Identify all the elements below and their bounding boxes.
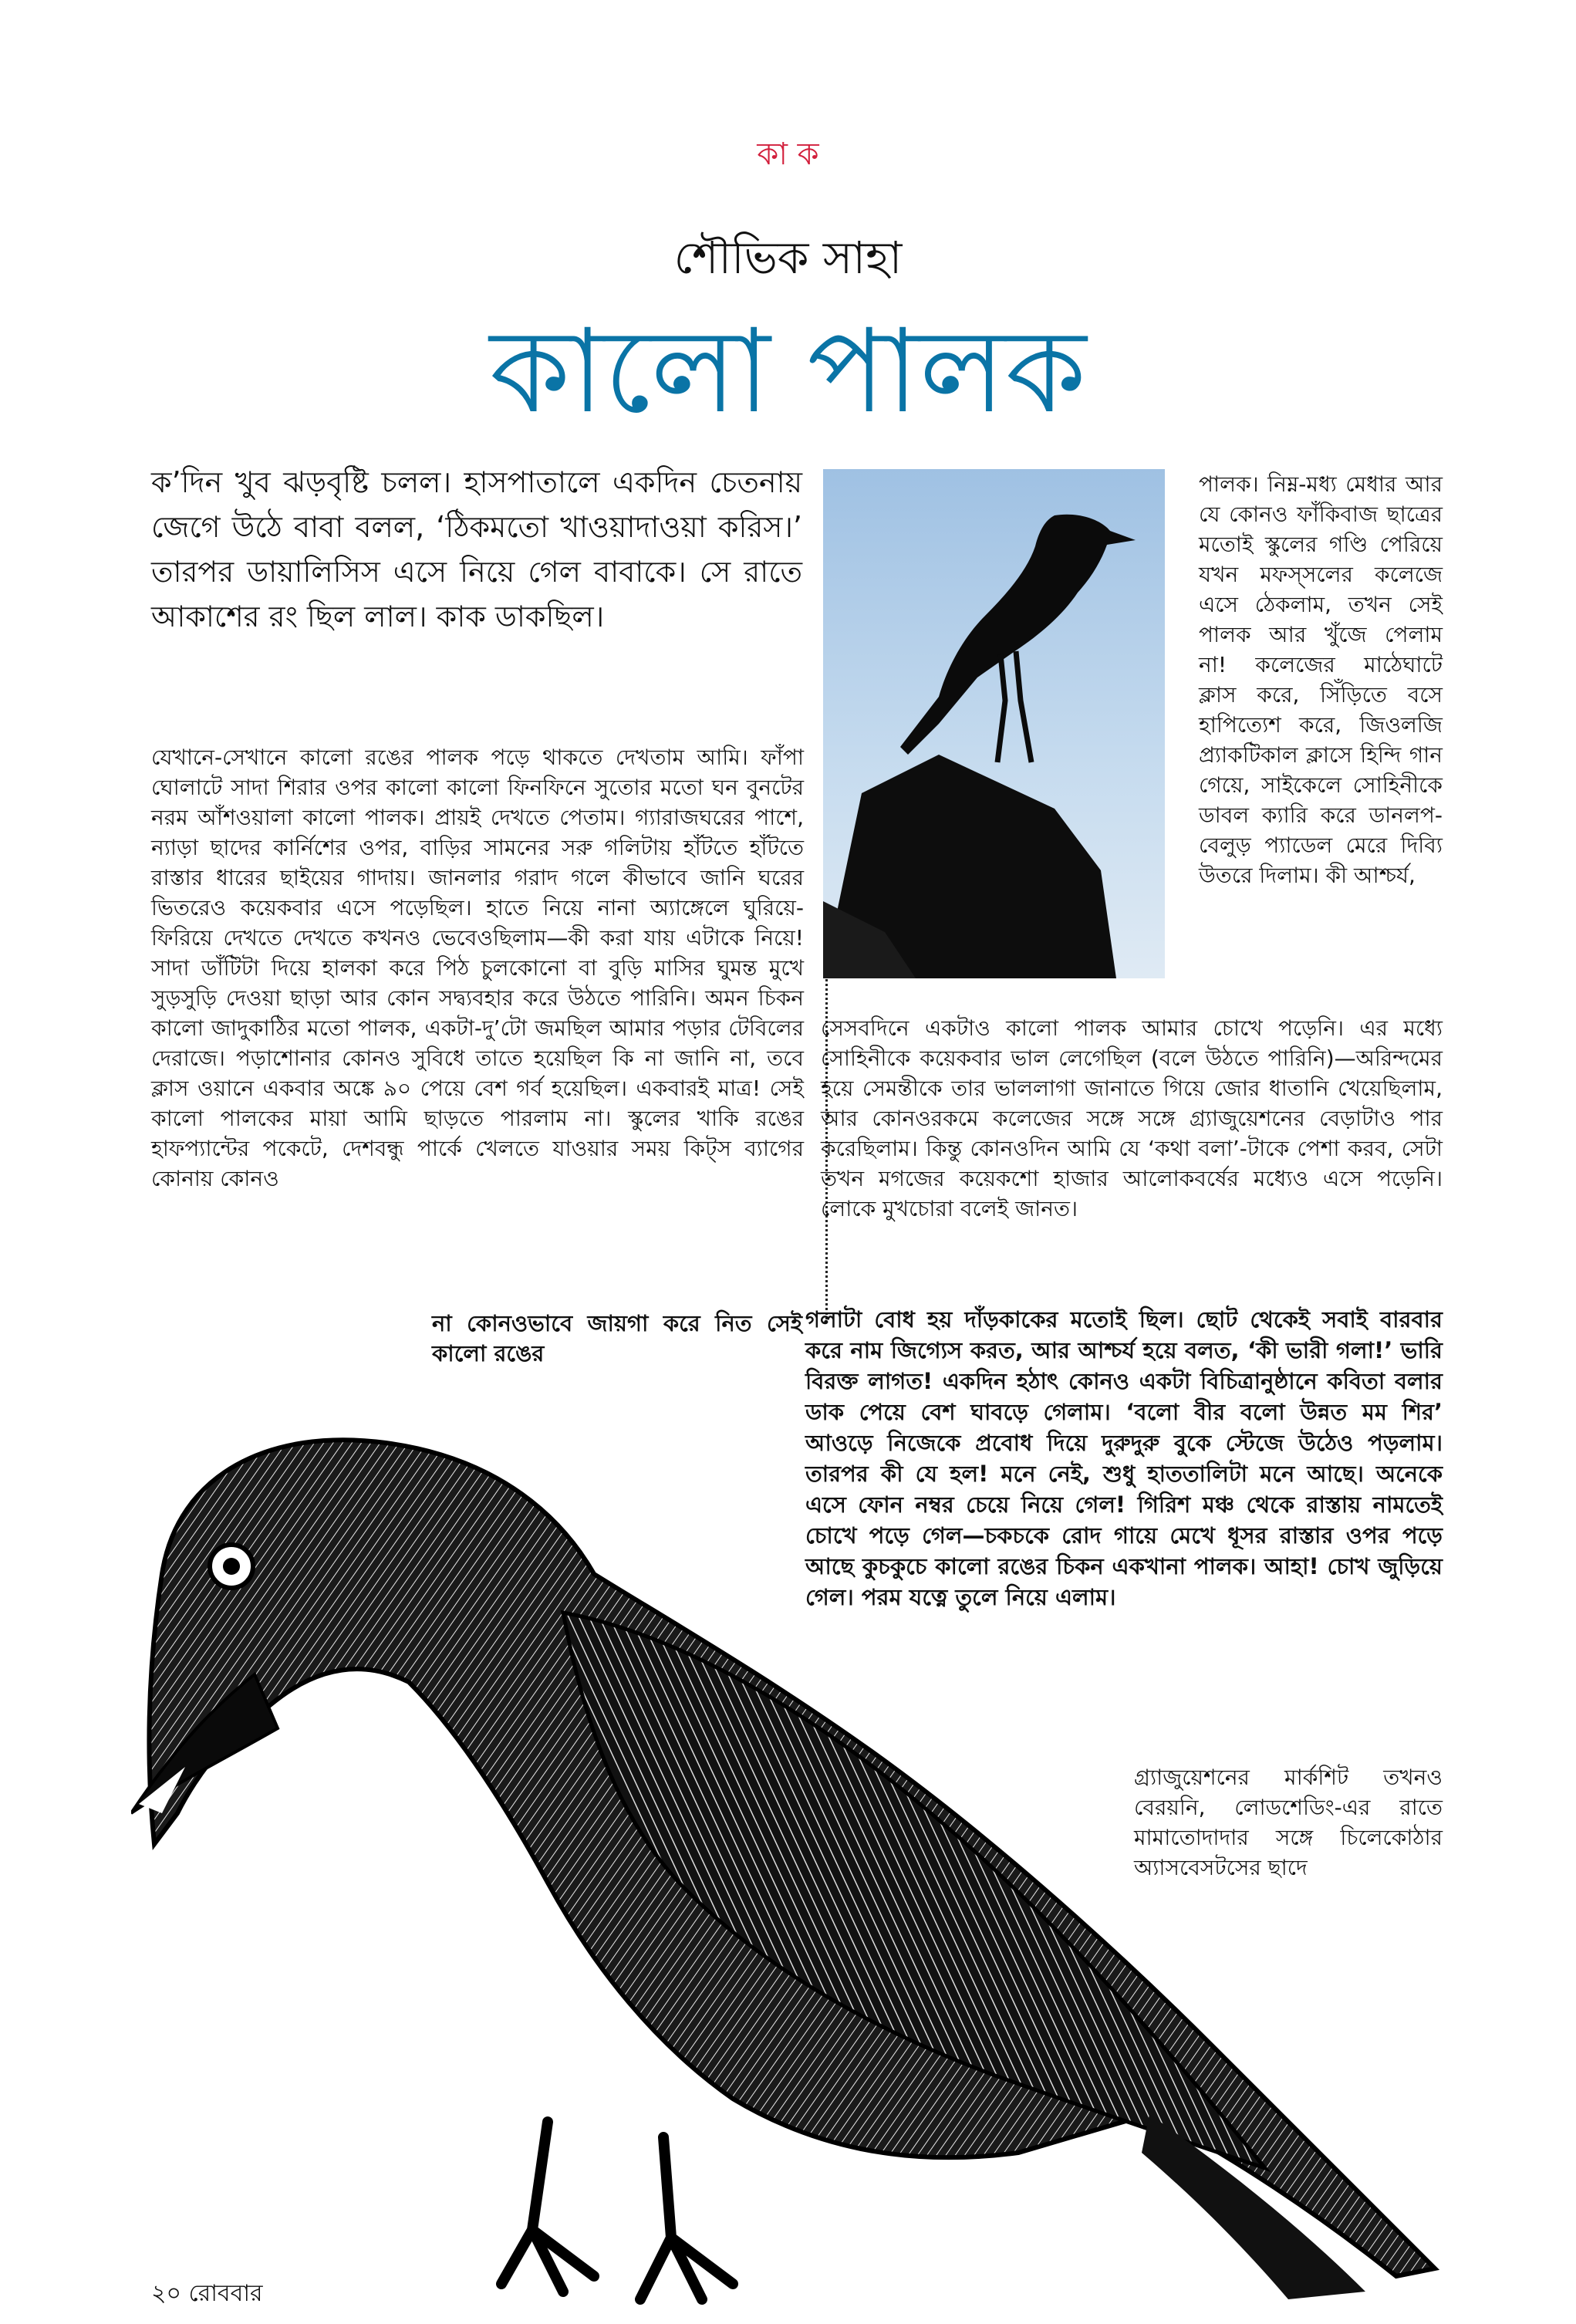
section-tag: কা ক [757, 137, 819, 172]
body-column-right-bold: গলাটা বোধ হয় দাঁড়কাকের মতোই ছিল। ছোট থেকেই সবাই বারবার করে নাম জিগ্যেস করত, আর আশ্চর্য হয়ে বলত, ‘কী ভারী গলা!’ ভারি বিরক্ত লাগত! একদিন হঠাৎ কোনও একটা বিচিত্রানুষ্ঠানে কবিতা বলার ডাক পেয়ে বেশ ঘাবড়ে গেলাম। ‘বলো বীর বলো উন্নত মম শির’ আওড়ে নিজেকে প্রবোধ দিয়ে দুরুদুরু বুকে স্টেজে উঠেও পড়লাম। তারপর কী যে হল! মনে নেই, শুধু হাততালিটা মনে আছে। অনেকে এসে ফোন নম্বর চেয়ে নিয়ে গেল! গিরিশ মঞ্চ থেকে রাস্তায় নামতেই চোখে পড়ে গেল—চকচকে রোদ গায়ে মেখে ধূসর রাস্তার ওপর পড়ে আছে কুচকুচে কালো রঙের চিকন একখানা পালক। আহা! চোখ জুড়িয়ে গেল। পরম যত্নে তুলে নিয়ে এলাম। [805, 1306, 1443, 1610]
body-column-right-mid: সেসবদিনে একটাও কালো পালক আমার চোখে পড়েনি। এর মধ্যে সোহিনীকে কয়েকবার ভাল লেগেছিল (বলে উঠতে পারিনি)—অরিন্দমের হয়ে সেমন্তীকে তার ভাললাগা জানাতে গিয়ে জোর ধাতানি খেয়েছিলাম, আর কোনওরকমে কলেজের সঙ্গে সঙ্গে গ্র্যাজুয়েশনের বেড়াটাও পার করেছিলাম। কিন্তু কোনওদিন আমি যে ‘কথা বলা’-টাকে পেশা করব, সেটা তখন মগজের কয়েকশো হাজার আলোকবর্ষের মধ্যেও এসে পড়েনি। লোকে মুখচোরা বলেই জানত। [821, 1015, 1443, 1221]
author-name: শৌভিক সাহা [673, 231, 903, 284]
crow-photo [823, 469, 1165, 978]
article-title: কালো পালক [489, 305, 1087, 439]
lede-paragraph: ক’দিন খুব ঝড়বৃষ্টি চলল। হাসপাতালে একদিন চেতনায় জেগে উঠে বাবা বলল, ‘ঠিকমতো খাওয়াদাওয়া করিস।’ তারপর ডায়ালিসিস এসে নিয়ে গেল বাবাকে। সে রাতে আকাশের রং ছিল লাল। কাক ডাকছিল। [151, 465, 802, 633]
body-column-left-tail: না কোনওভাবে জায়গা করে নিত সেই কালো রঙের [432, 1310, 802, 1366]
body-column-right-end: গ্র্যাজুয়েশনের মার্কশিট তখনও বেরয়নি, লোডশেডিং-এর রাতে মামাতোদাদার সঙ্গে চিলেকোঠার অ্যাসবেসটসের ছাদে [1134, 1765, 1443, 1880]
page-folio: ২০ রোববার [151, 2280, 263, 2307]
body-column-left: যেখানে-সেখানে কালো রঙের পালক পড়ে থাকতে দেখতাম আমি। ফাঁপা ঘোলাটে সাদা শিরার ওপর কালো কালো ফিনফিনে সুতোর মতো ঘন বুনটের নরম আঁশওয়ালা কালো পালক। প্রায়ই দেখতে পেতাম। গ্যারাজঘরের পাশে, ন্যাড়া ছাদের কার্নিশের ওপর, বাড়ির সামনের সরু গলিটায় হাঁটতে হাঁটতে রাস্তার ধারের ছাইয়ের গাদায়। জানলার গরাদ গলে কীভাবে জানি ঘরের ভিতরেও কয়েকবার এসে পড়েছিল। হাতে নিয়ে নানা অ্যাঙ্গেলে ঘুরিয়ে-ফিরিয়ে দেখতে দেখতে কখনও ভেবেওছিলাম—কী করা যায় এটাকে নিয়ে! সাদা ডাঁটিটা দিয়ে হালকা করে পিঠ চুলকোনো বা বুড়ি মাসির ঘুমন্ত মুখে সুড়সুড়ি দেওয়া ছাড়া আর কোন সদ্ব্যবহার করে উঠতে পারিনি। অমন চিকন কালো জাদুকাঠির মতো পালক, একটা-দু’টো জমছিল আমার পড়ার টেবিলের দেরাজে। পড়াশোনার কোনও সুবিধে তাতে হয়েছিল কি না জানি না, তবে ক্লাস ওয়ানে একবার অঙ্কে ৯০ পেয়ে বেশ গর্ব হয়েছিল। একবারই মাত্র! সেই কালো পালকের মায়া আমি ছাড়তে পারলাম না। স্কুলের খাকি রঙের হাফপ্যান্টের পকেটে, দেশবন্ধু পার্কে খেলতে যাওয়ার সময় কিট্স ব্যাগের কোনায় কোনও [151, 745, 804, 1191]
body-column-right-top: পালক। নিম্ন-মধ্য মেধার আর যে কোনও ফাঁকিবাজ ছাত্রের মতোই স্কুলের গণ্ডি পেরিয়ে যখন মফস্সলের কলেজে এসে ঠেকলাম, তখন সেই পালক আর খুঁজে পেলাম না! কলেজের মাঠেঘাটে ক্লাস করে, সিঁড়িতে বসে হাপিত্যেশ করে, জিওলজি প্র্যাকটিকাল ক্লাসে হিন্দি গান গেয়ে, সাইকেলে সোহিনীকে ডাবল ক্যারি করে ডানলপ-বেলুড় প্যাডেল মেরে দিব্যি উতরে দিলাম। কী আশ্চর্য, [1199, 471, 1443, 888]
crow-photo-svg [823, 469, 1165, 978]
